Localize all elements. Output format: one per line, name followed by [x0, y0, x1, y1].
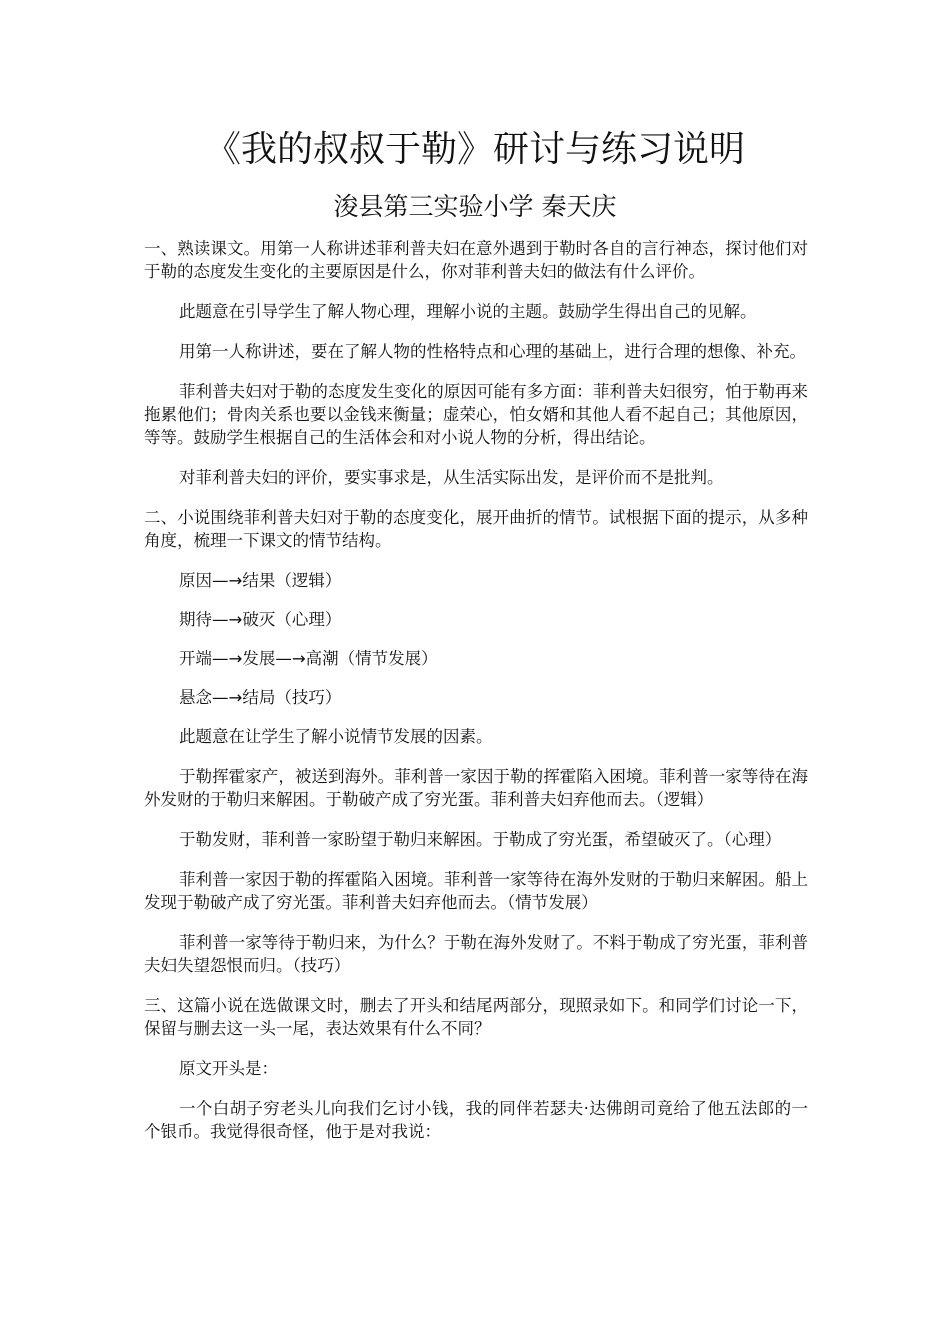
question-1: 一、熟读课文。用第一人称讲述菲利普夫妇在意外遇到于勒时各自的言行神态，探讨他们对于勒的态度发生变化的主要原因是什么，你对菲利普夫妇的做法有什么评价。: [144, 239, 808, 281]
paragraph: 菲利普一家等待于勒归来，为什么？于勒在海外发财了。不料于勒成了穷光蛋，菲利普夫妇失望怨恨而归。（技巧）: [144, 933, 808, 975]
paragraph: 此题意在引导学生了解人物心理，理解小说的主题。鼓励学生得出自己的见解。: [179, 302, 757, 321]
paragraph: 一个白胡子穷老头儿向我们乞讨小钱，我的同伴若瑟夫·达佛朗司竟给了他五法郎的一个银币。我觉得很奇怪，他于是对我说：: [144, 1099, 808, 1141]
paragraph: 菲利普夫妇对于勒的态度发生变化的原因可能有多方面：菲利普夫妇很穷，怕于勒再来拖累他们；骨肉关系也要以金钱来衡量；虚荣心，怕女婿和其他人看不起自己；其他原因，等等。鼓励学生根据自己的生活体会和对小说人物的分析，得出结论。: [144, 382, 808, 447]
paragraph: 原文开头是：: [179, 1059, 278, 1078]
document-author: 浚县第三实验小学 秦天庆: [333, 192, 617, 221]
question-2: 二、小说围绕菲利普夫妇对于勒的态度变化，展开曲折的情节。试根据下面的提示，从多种角度，梳理一下课文的情节结构。: [144, 508, 808, 550]
document-body: [144, 237, 808, 1143]
paragraph: 于勒挥霍家产，被送到海外。菲利普一家因于勒的挥霍陷入困境。菲利普一家等待在海外发财的于勒归来解困。于勒破产成了穷光蛋。菲利普夫妇弃他而去。（逻辑）: [144, 767, 808, 809]
question-3: 三、这篇小说在选做课文时，删去了开头和结尾两部分，现照录如下。和同学们讨论一下，保留与删去这一头一尾，表达效果有什么不同？: [144, 996, 808, 1038]
plot-hint: 悬念—→结局（技巧）: [179, 688, 342, 707]
plot-hint: 开端—→发展—→高潮（情节发展）: [179, 649, 438, 668]
paragraph: 于勒发财，菲利普一家盼望于勒归来解困。于勒成了穷光蛋，希望破灭了。（心理）: [179, 830, 782, 849]
paragraph: 菲利普一家因于勒的挥霍陷入困境。菲利普一家等待在海外发财的于勒归来解困。船上发现于勒破产成了穷光蛋。菲利普夫妇弃他而去。（情节发展）: [144, 870, 808, 912]
plot-hint: 原因—→结果（逻辑）: [179, 571, 342, 590]
paragraph: 用第一人称讲述，要在了解人物的性格特点和心理的基础上，进行合理的想像、补充。: [179, 342, 806, 361]
paragraph: 对菲利普夫妇的评价，要实事求是，从生活实际出发，是评价而不是批判。: [179, 468, 724, 487]
plot-hint: 期待—→破灭（心理）: [179, 610, 342, 629]
document-title: 《我的叔叔于勒》研讨与练习说明: [204, 129, 745, 170]
paragraph: 此题意在让学生了解小说情节发展的因素。: [179, 727, 493, 746]
